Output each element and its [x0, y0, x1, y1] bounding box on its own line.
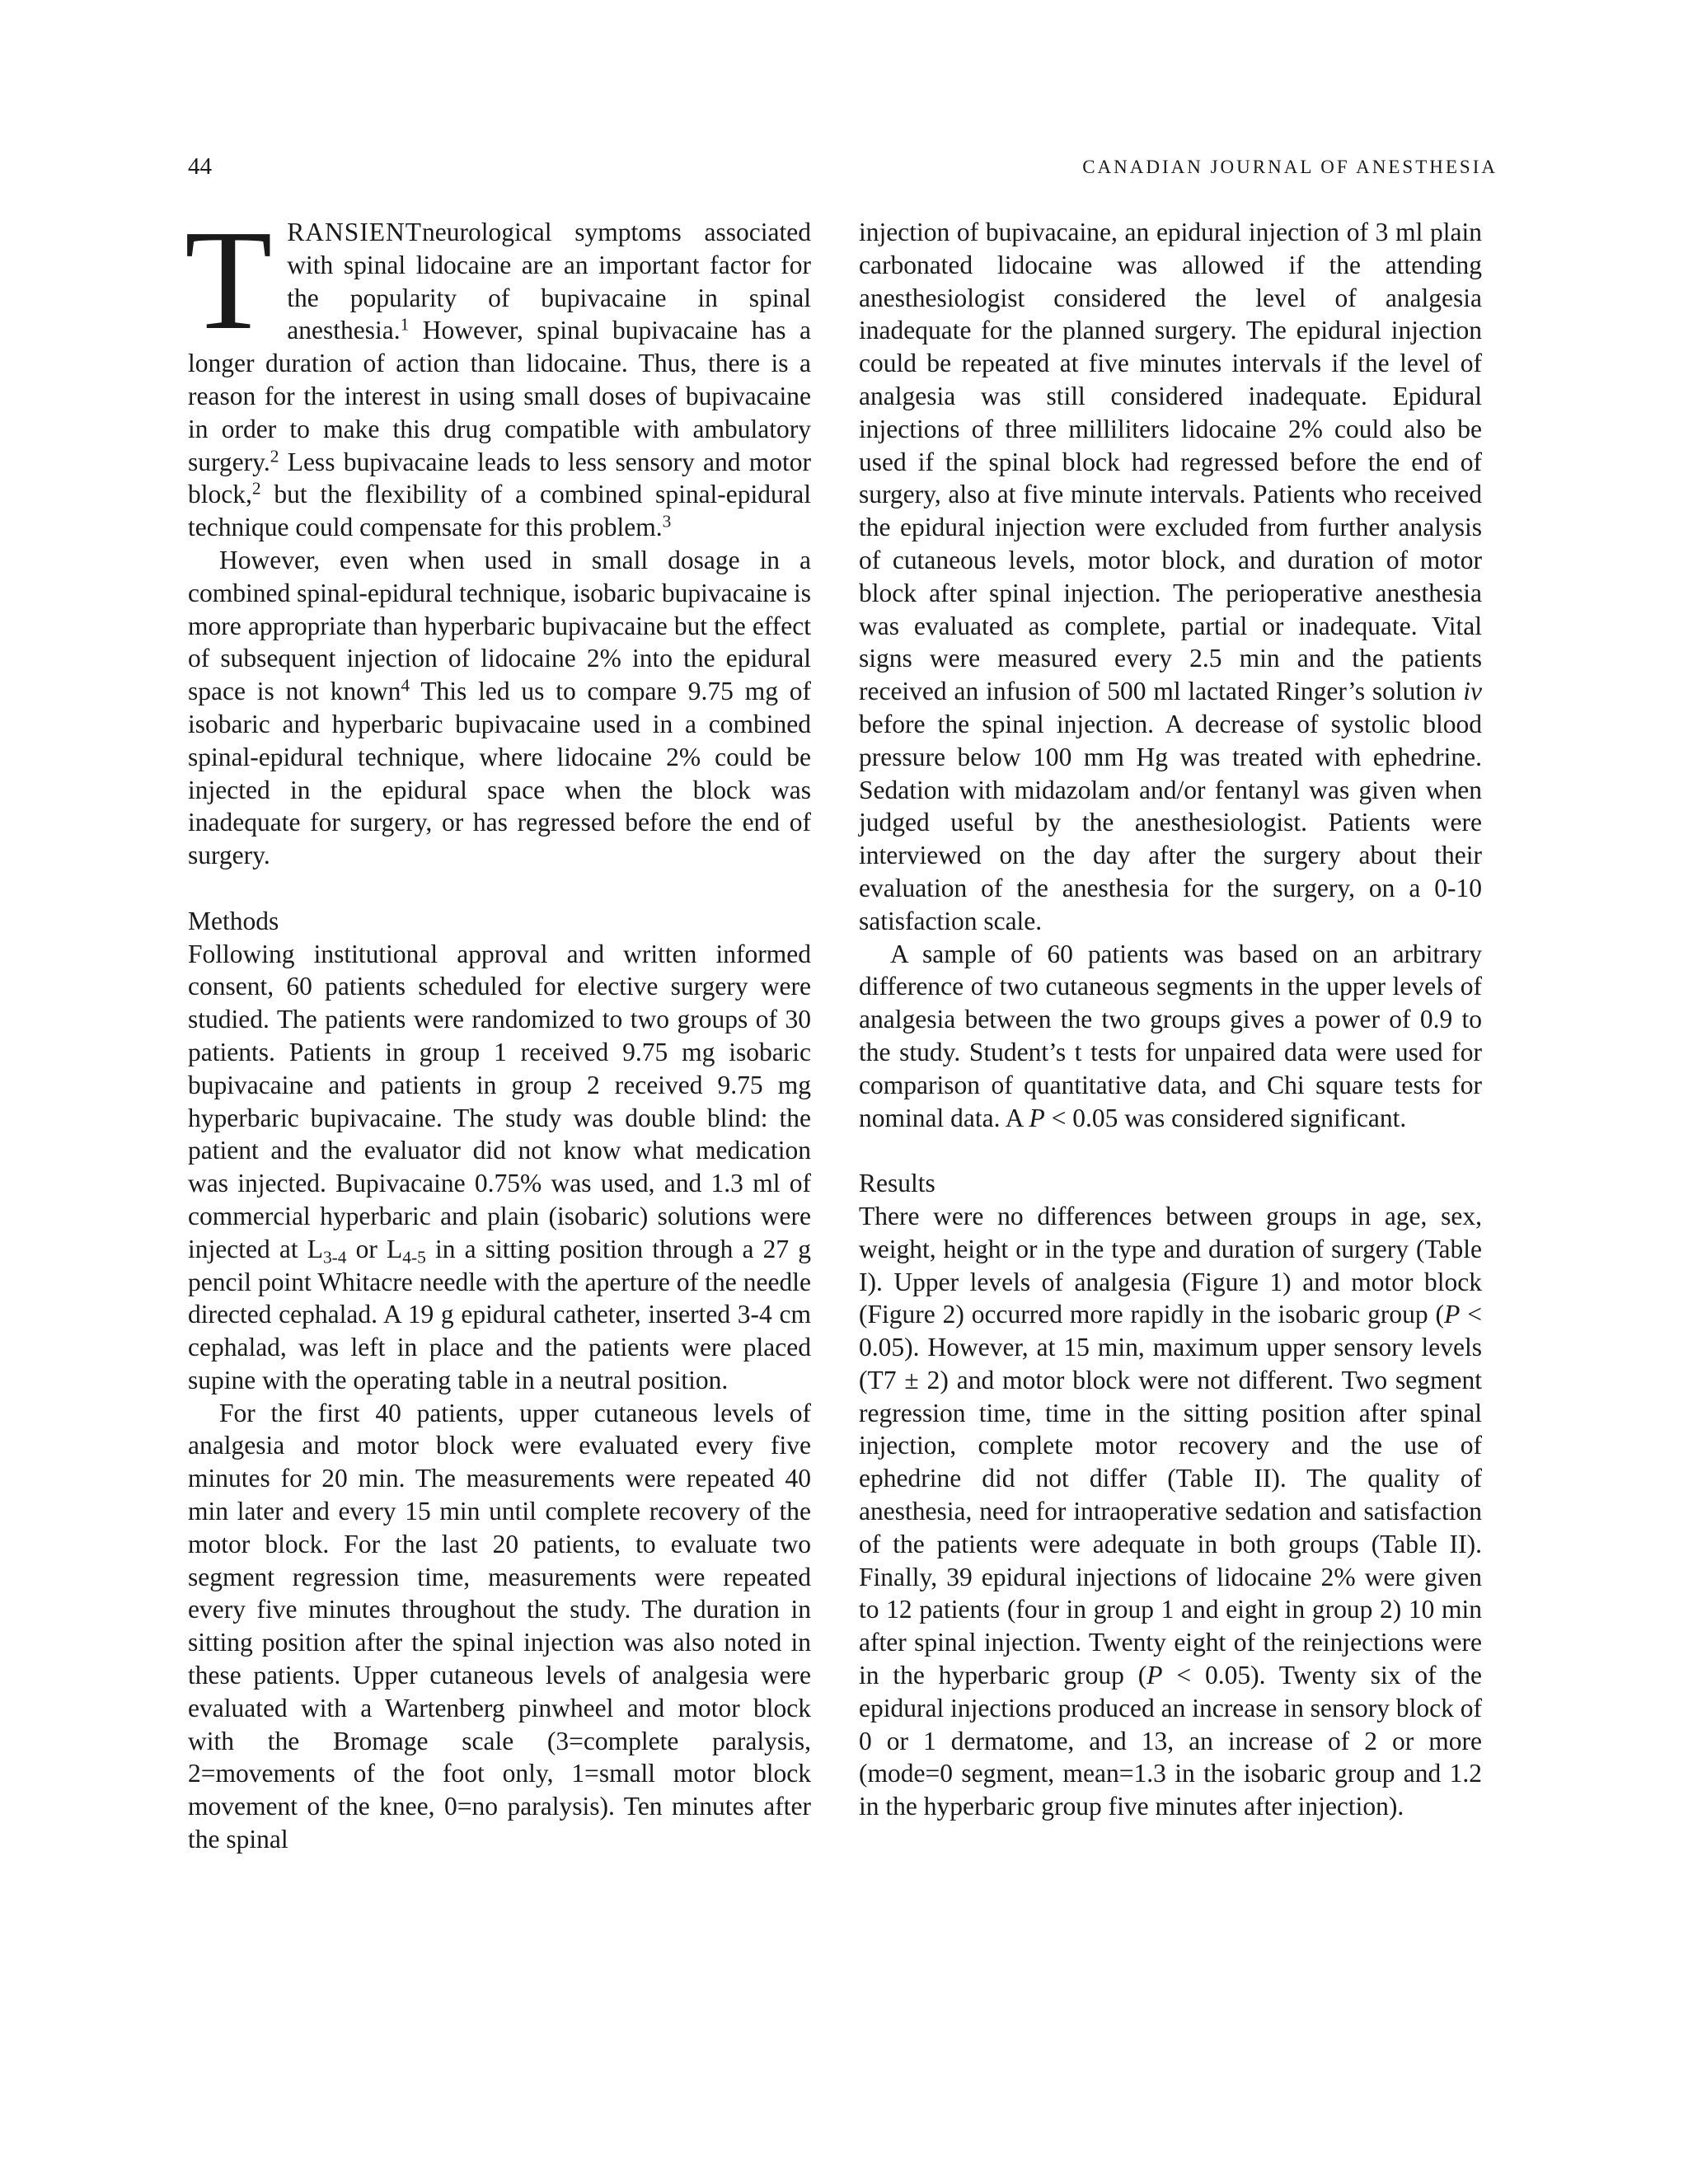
results-text: There were no differences between groups in age, sex, weight, height or in the type and duration of surgery (Table I). Upper levels of analgesia (Figure 1) and motor block (Figure 2) occurred more rapidly in the isobaric group (: [859, 1201, 1482, 1329]
running-head: CANADIAN JOURNAL OF ANESTHESIA: [1082, 157, 1498, 177]
methods-text: in a sitting position through a 27 g pencil point Whitacre needle with the aperture of the needle directed cephalad. A 19 g epidural catheter, inserted 3-4 cm cephalad, was left in place and the patients were placed supine with the operating table in a neutral position.: [188, 1234, 811, 1394]
results-text: < 0.05). Twenty six of the epidural injections produced an increase in sensory block of 0 or 1 dermatome, and 13, an increase of 2 or more (mode=0 segment, mean=1.3 in the isobaric group and 1.2 in the hyperbaric group five minutes after injection).: [859, 1661, 1482, 1821]
italic-p: P: [1029, 1103, 1045, 1132]
subscript: 4-5: [402, 1247, 426, 1268]
intro-text: However, spinal bupivacaine has a longer duration of action than lidocaine. Thus, there is a reason for the interest in using small doses of bupivacaine in order to make this drug compatible with ambulatory surgery.: [188, 316, 811, 476]
left-column: [185, 200, 811, 1856]
citation: 2: [270, 445, 279, 466]
intro-text: Less bupivacaine leads to less sensory and motor block,: [188, 447, 811, 509]
intro-text: but the flexibility of a combined spinal-epidural technique could compensate for this problem.: [188, 480, 811, 542]
methods-text: < 0.05 was considered significant.: [1044, 1103, 1407, 1132]
citation: 4: [401, 675, 410, 696]
results-heading: Results: [859, 1169, 935, 1198]
right-column: [859, 216, 1482, 1823]
methods-text: Following institutional approval and written informed consent, 60 patients scheduled for elective surgery were studied. The patients were randomized to two groups of 30 patients. Patients in group 1 received 9.75 mg isobaric bupivacaine and patients in group 2 received 9.75 mg hyperbaric bupivacaine. The study was double blind: the patient and the evaluator did not know what medication was injected. Bupivacaine 0.75% was used, and 1.3 ml of commercial hyperbaric and plain (isobaric) solutions were injected at L: [188, 939, 811, 1263]
methods-text: injection of bupivacaine, an epidural injection of 3 ml plain carbonated lidocaine was allowed if the attending anesthesiologist considered the level of analgesia inadequate for the planned surgery. The epidural injection could be repeated at five minutes intervals if the level of analgesia was still considered inadequate. Epidural injections of three milliliters lidocaine 2% could also be used if the spinal block had regressed before the end of surgery, also at five minute intervals. Patients who received the epidural injection were excluded from further analysis of cutaneous levels, motor block, and duration of motor block after spinal injection. The perioperative anesthesia was evaluated as complete, partial or inadequate. Vital signs were measured every 2.5 min and the patients received an infusion of 500 ml lactated Ringer’s solution: [859, 218, 1482, 706]
citation: 2: [251, 478, 261, 499]
methods-paragraph-3: [859, 216, 1482, 938]
italic-p: P: [1444, 1300, 1461, 1329]
results-paragraph-1: [859, 1200, 1482, 1823]
methods-paragraph-2: For the first 40 patients, upper cutaneous levels of analgesia and motor block were evaluated every five minutes for 20 min. The measurements were repeated 40 min later and every 15 min until complete recovery of the motor block. For the last 20 patients, to evaluate two segment regression time, measurements were repeated every five minutes throughout the study. The duration in sitting position after the spinal injection was also noted in these patients. Upper cutaneous levels of analgesia were evaluated with a Wartenberg pinwheel and motor block with the Bromage scale (3=complete paralysis, 2=movements of the foot only, 1=small motor block movement of the knee, 0=no paralysis). Ten minutes after the spinal: [188, 1398, 811, 1854]
italic-iv: iv: [1463, 677, 1482, 706]
methods-paragraph-4: [859, 938, 1482, 1135]
methods-paragraph-1: [188, 938, 811, 1397]
methods-heading: Methods: [188, 906, 279, 935]
citation: 1: [400, 314, 410, 335]
intro-paragraph-1: [185, 200, 811, 544]
drop-cap: T: [185, 200, 273, 359]
page-number: 44: [188, 153, 212, 180]
intro-text: This led us to compare 9.75 mg of isobaric and hyperbaric bupivacaine used in a combined spinal-epidural technique, where lidocaine 2% could be injected in the epidural space when the block was inadequate for surgery, or has regressed before the end of surgery.: [188, 677, 811, 870]
methods-text: before the spinal injection. A decrease of systolic blood pressure below 100 mm Hg was treated with ephedrine. Sedation with midazolam and/or fentanyl was given when judged useful by the anesthesiologist. Patients were interviewed on the day after the surgery about their evaluation of the anesthesia for the surgery, on a 0-10 satisfaction scale.: [859, 709, 1482, 935]
intro-lead-smallcaps: RANSIENT: [287, 218, 423, 246]
intro-text: neurological symptoms associated with spinal lidocaine are an important factor for the popularity of bupivacaine in spinal anesthesia.: [287, 218, 811, 345]
intro-paragraph-2: [188, 544, 811, 872]
methods-text: or L: [346, 1234, 403, 1263]
italic-p: P: [1146, 1661, 1163, 1690]
results-text: < 0.05). However, at 15 min, maximum upper sensory levels (T7 ± 2) and motor block were not different. Two segment regression time, time in the sitting position after spinal injection, complete motor recovery and the use of ephedrine did not differ (Table II). The quality of anesthesia, need for intraoperative sedation and satisfaction of the patients were adequate in both groups (Table II). Finally, 39 epidural injections of lidocaine 2% were given to 12 patients (four in group 1 and eight in group 2) 10 min after spinal injection. Twenty eight of the reinjections were in the hyperbaric group (: [859, 1300, 1482, 1690]
subscript: 3-4: [322, 1247, 347, 1268]
intro-text: However, even when used in small dosage in a combined spinal-epidural technique, isobaric bupivacaine is more appropriate than hyperbaric bupivacaine but the effect of subsequent injection of lidocaine 2% into the epidural space is not known: [188, 545, 811, 706]
citation: 3: [662, 511, 672, 532]
methods-text: A sample of 60 patients was based on an arbitrary difference of two cutaneous segments in the upper levels of analgesia between the two groups gives a power of 0.9 to the study. Student’s t tests for unpaired data were used for comparison of quantitative data, and Chi square tests for nominal data. A: [859, 939, 1482, 1132]
